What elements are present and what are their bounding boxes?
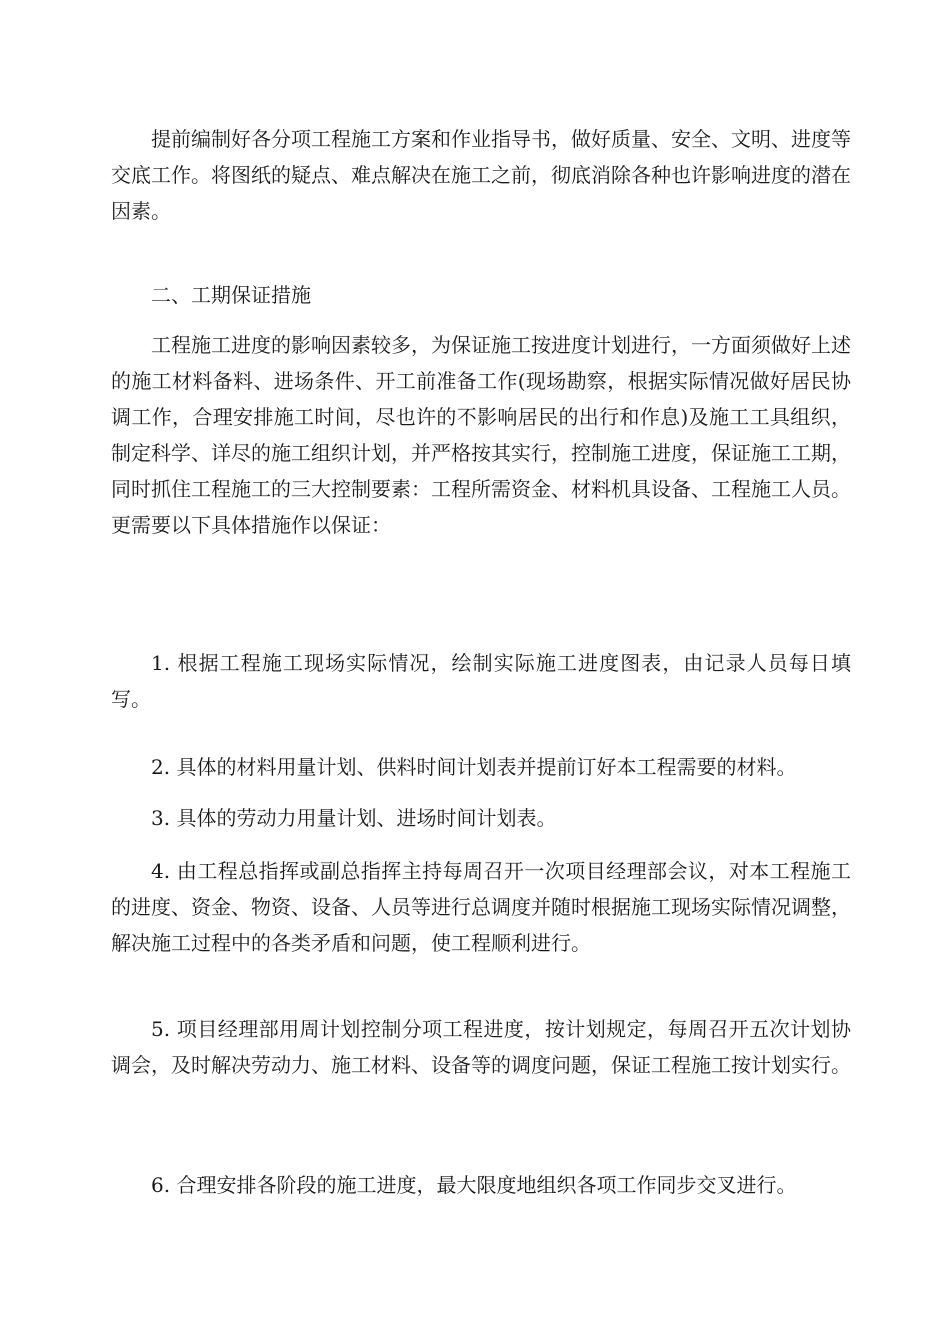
paragraph-schedule-factors: 工程施工进度的影响因素较多，为保证施工按进度计划进行，一方面须做好上述的施工材料备料、进场条件、开工前准备工作(现场勘察，根据实际情况做好居民协调工作，合理安排施工时间，尽也许的不影响居民的出行和作息)及施工工具组织，制定科学、详尽的施工组织计划，并严格按其实行，控制施工进度，保证施工工期，同时抓住工程施工的三大控制要素：工程所需资金、材料机具设备、工程施工人员。更需要以下具体措施作以保证： [111, 333, 851, 537]
paragraph-preparation: 提前编制好各分项工程施工方案和作业指导书，做好质量、安全、文明、进度等交底工作。将图纸的疑点、难点解决在施工之前，彻底消除各种也许影响进度的潜在因素。 [111, 127, 851, 223]
list-item-2: 2. 具体的材料用量计划、供料时间计划表并提前订好本工程需要的材料。 [151, 755, 797, 779]
list-item-4: 4. 由工程总指挥或副总指挥主持每周召开一次项目经理部会议，对本工程施工的进度、资金、物资、设备、人员等进行总调度并随时根据施工现场实际情况调整，解决施工过程中的各类矛盾和问题，使工程顺利进行。 [111, 859, 851, 955]
list-item-3: 3. 具体的劳动力用量计划、进场时间计划表。 [151, 806, 557, 830]
list-item-6: 6. 合理安排各阶段的施工进度，最大限度地组织各项工作同步交叉进行。 [151, 1173, 797, 1197]
list-item-1: 1. 根据工程施工现场实际情况，绘制实际施工进度图表，由记录人员每日填写。 [111, 651, 851, 711]
list-item-5: 5. 项目经理部用周计划控制分项工程进度，按计划规定，每周召开五次计划协调会，及时解决劳动力、施工材料、设备等的调度问题，保证工程施工按计划实行。 [111, 1017, 851, 1077]
section-heading-schedule-guarantee: 二、工期保证措施 [151, 283, 311, 307]
